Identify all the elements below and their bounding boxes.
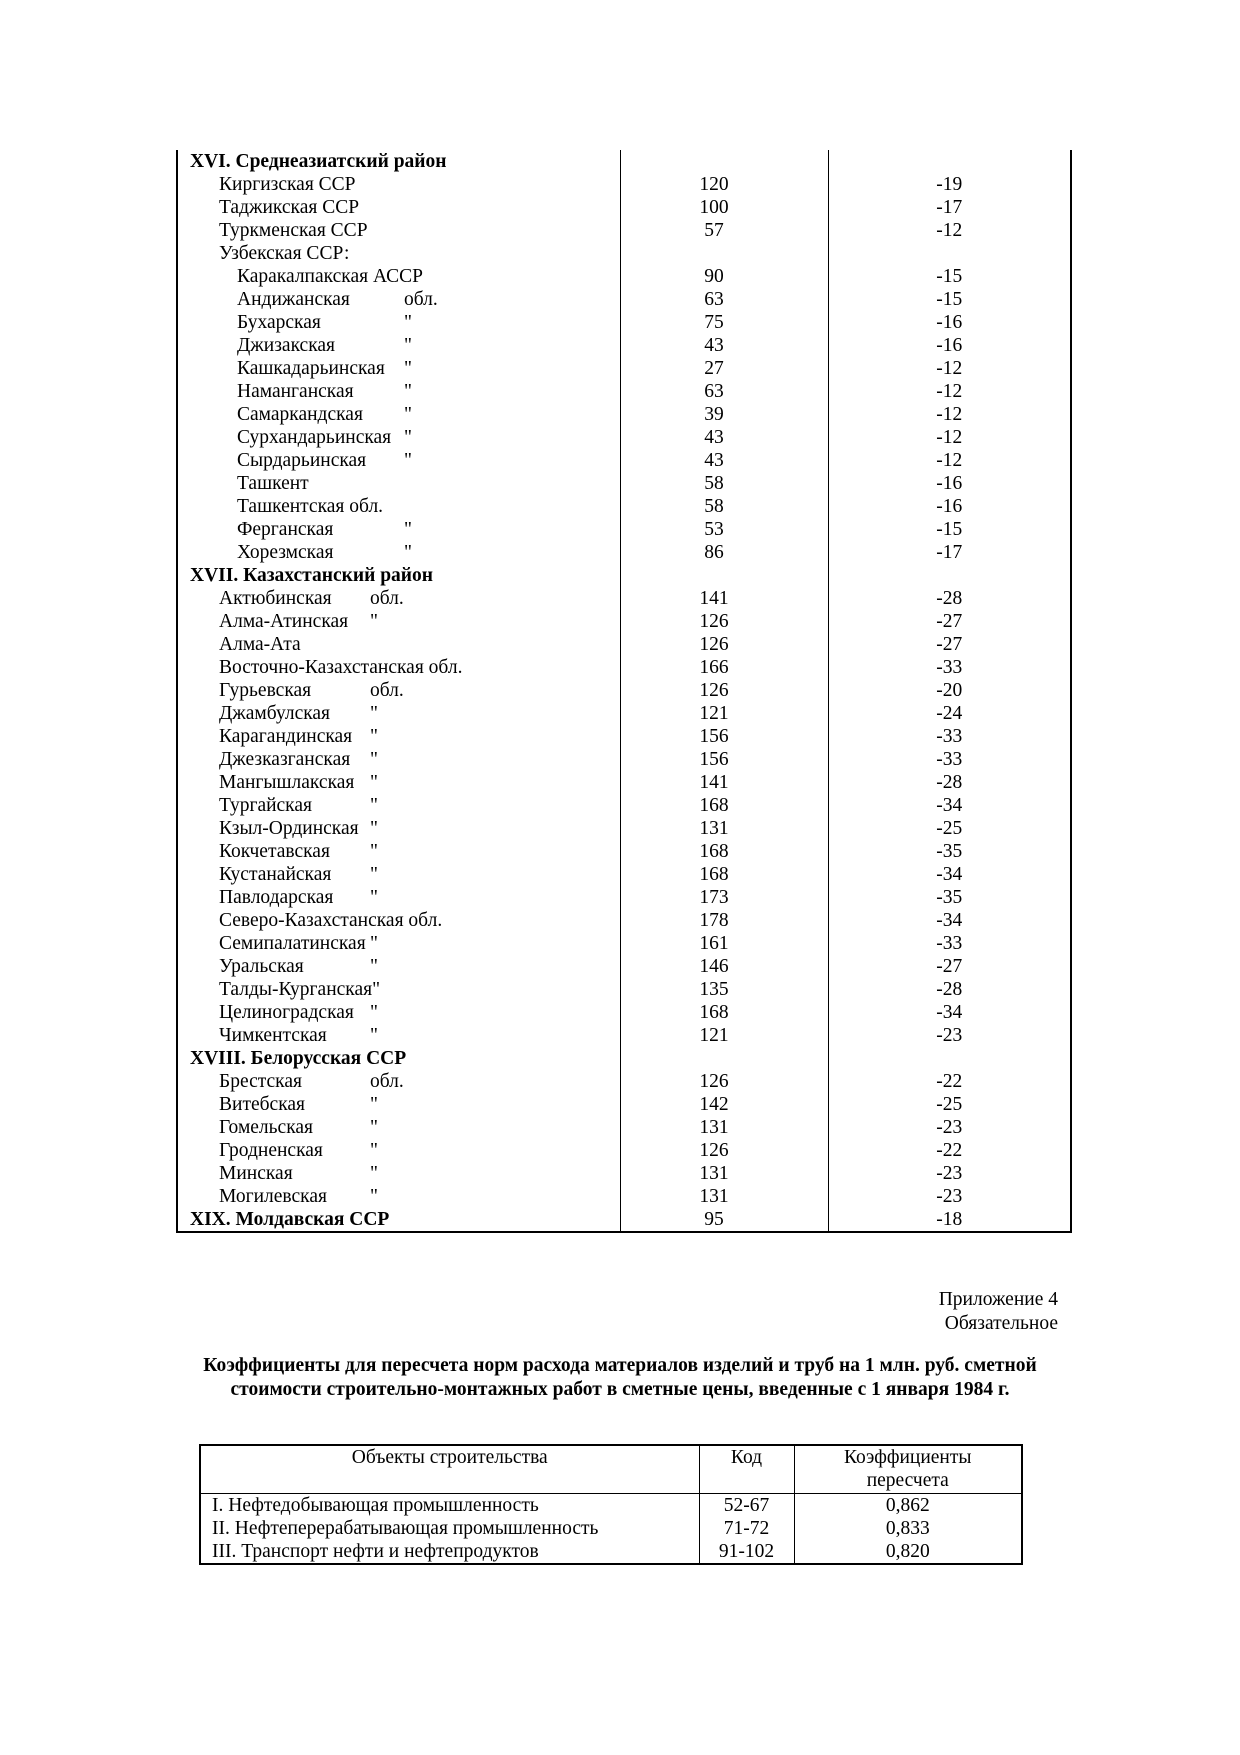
table-row (177, 495, 1071, 518)
change-cell: -19 (828, 173, 1071, 196)
region-suffix: " (404, 381, 412, 402)
table-row (177, 610, 1071, 633)
change-cell: -15 (828, 265, 1071, 288)
value-cell: 57 (620, 219, 828, 242)
table-row (177, 1116, 1071, 1139)
region-name-cell (177, 863, 620, 886)
region-name-cell (177, 978, 620, 1001)
region-name: Витебская (219, 1094, 305, 1115)
regions-table (176, 150, 1072, 1233)
region-name: Андижанская (237, 289, 350, 310)
value-cell: 131 (620, 1185, 828, 1208)
change-cell: -18 (828, 1208, 1071, 1232)
change-cell: -28 (828, 771, 1071, 794)
region-name-cell (177, 748, 620, 771)
region-name-cell (177, 679, 620, 702)
table-row (177, 1070, 1071, 1093)
region-name: Павлодарская (219, 887, 334, 908)
value-cell: 75 (620, 311, 828, 334)
region-heading-row (177, 564, 1071, 587)
change-cell: -34 (828, 909, 1071, 932)
region-suffix: " (370, 1163, 378, 1184)
value-cell: 126 (620, 610, 828, 633)
region-name-cell (177, 1185, 620, 1208)
value-cell: 131 (620, 817, 828, 840)
change-cell: -12 (828, 403, 1071, 426)
region-suffix: " (404, 404, 412, 425)
change-cell: -33 (828, 932, 1071, 955)
region-suffix: " (370, 1140, 378, 1161)
table-row (177, 587, 1071, 610)
region-name: Уральская (219, 956, 304, 977)
table-row (177, 449, 1071, 472)
table-row (200, 1494, 1022, 1518)
value-cell: 168 (620, 840, 828, 863)
region-suffix: " (370, 1025, 378, 1046)
region-suffix: " (404, 335, 412, 356)
region-name-cell (177, 771, 620, 794)
table-row (177, 518, 1071, 541)
region-name-cell (177, 1139, 620, 1162)
region-name-cell (177, 909, 620, 932)
table-row (177, 932, 1071, 955)
table-row (177, 380, 1071, 403)
value-cell: 86 (620, 541, 828, 564)
region-name-cell (177, 656, 620, 679)
region-suffix: " (404, 542, 412, 563)
region-name: Ташкентская обл. (237, 496, 384, 517)
region-name-cell (177, 1093, 620, 1116)
region-name: XVIII. Белорусская ССР (190, 1048, 407, 1069)
region-name: Джизакская (237, 335, 336, 356)
value-cell (620, 150, 828, 173)
region-suffix: " (404, 450, 412, 471)
value-cell: 168 (620, 794, 828, 817)
region-name: Джезказганская (219, 749, 351, 770)
coefficient-cell: 0,833 (885, 1518, 930, 1539)
value-cell: 39 (620, 403, 828, 426)
region-name: Киргизская ССР (219, 174, 356, 195)
change-cell: -27 (828, 610, 1071, 633)
region-suffix: " (370, 1117, 378, 1138)
change-cell: -12 (828, 426, 1071, 449)
value-cell: 131 (620, 1162, 828, 1185)
region-name-cell (177, 242, 620, 265)
value-cell: 168 (620, 1001, 828, 1024)
region-suffix: " (370, 703, 378, 724)
change-cell: -12 (828, 380, 1071, 403)
region-heading-row (177, 1208, 1071, 1232)
region-name: Туркменская ССР (219, 220, 368, 241)
region-name-cell (177, 334, 620, 357)
table-row (177, 1001, 1071, 1024)
region-name: Алма-Атинская (219, 611, 349, 632)
change-cell (828, 564, 1071, 587)
region-name: Целиноградская (219, 1002, 354, 1023)
table-row (177, 955, 1071, 978)
region-name-cell (177, 1162, 620, 1185)
value-cell: 142 (620, 1093, 828, 1116)
appendix-number: Приложение 4 (938, 1289, 1058, 1310)
region-suffix: " (370, 887, 378, 908)
value-cell (620, 242, 828, 265)
region-name-cell (177, 288, 620, 311)
value-cell (620, 1047, 828, 1070)
region-name: Самаркандская (237, 404, 363, 425)
value-cell: 126 (620, 633, 828, 656)
value-cell: 161 (620, 932, 828, 955)
region-suffix: " (370, 864, 378, 885)
region-name-cell (177, 817, 620, 840)
region-name: Кустанайская (219, 864, 332, 885)
region-suffix: " (372, 979, 381, 1000)
code-cell: 91-102 (699, 1540, 794, 1564)
value-cell: 58 (620, 495, 828, 518)
region-heading-row (177, 150, 1071, 173)
region-name-cell (177, 794, 620, 817)
region-name: Ташкент (237, 473, 309, 494)
change-cell: -15 (828, 288, 1071, 311)
change-cell: -20 (828, 679, 1071, 702)
region-name-cell (177, 495, 620, 518)
table-row (177, 1162, 1071, 1185)
region-name-cell (177, 1070, 620, 1093)
value-cell: 100 (620, 196, 828, 219)
region-name-cell (177, 633, 620, 656)
header-code: Код (699, 1445, 794, 1494)
region-suffix: обл. (370, 588, 404, 609)
value-cell: 63 (620, 380, 828, 403)
region-name-cell (177, 219, 620, 242)
region-suffix: " (370, 1186, 378, 1207)
value-cell: 126 (620, 1139, 828, 1162)
region-suffix: " (370, 1094, 378, 1115)
region-name-cell (177, 426, 620, 449)
region-name: Наманганская (237, 381, 354, 402)
region-suffix: " (370, 818, 378, 839)
table-row (177, 748, 1071, 771)
regions-table-body (177, 150, 1071, 1232)
region-name: Кашкадарьинская (237, 358, 385, 379)
region-name-cell (177, 955, 620, 978)
region-name: Северо-Казахстанская обл. (219, 910, 443, 931)
region-name-cell (177, 702, 620, 725)
table-row (177, 656, 1071, 679)
region-suffix: " (370, 956, 378, 977)
region-name: Могилевская (219, 1186, 327, 1207)
region-name-cell (177, 610, 620, 633)
coefficient-cell: 0,820 (885, 1541, 930, 1562)
value-cell: 135 (620, 978, 828, 1001)
region-name: Чимкентская (219, 1025, 327, 1046)
change-cell: -16 (828, 311, 1071, 334)
change-cell: -15 (828, 518, 1071, 541)
table-row (177, 219, 1071, 242)
change-cell: -27 (828, 633, 1071, 656)
region-suffix: " (370, 1002, 378, 1023)
appendix-header (939, 1288, 1058, 1336)
change-cell: -23 (828, 1185, 1071, 1208)
object-cell: I. Нефтедобывающая промышленность (200, 1494, 699, 1518)
region-name: XVI. Среднеазиатский район (190, 151, 447, 172)
value-cell: 173 (620, 886, 828, 909)
region-name: Ферганская (237, 519, 334, 540)
change-cell: -23 (828, 1116, 1071, 1139)
appendix-status: Обязательное (944, 1313, 1058, 1334)
region-suffix: " (370, 933, 378, 954)
region-name-cell (177, 1116, 620, 1139)
region-name-cell (177, 472, 620, 495)
region-name-cell (177, 1024, 620, 1047)
change-cell (828, 242, 1071, 265)
region-name: Брестская (219, 1071, 302, 1092)
region-name-cell (177, 150, 620, 173)
region-suffix: " (404, 427, 412, 448)
region-suffix: обл. (404, 289, 438, 310)
table-row (177, 1185, 1071, 1208)
table-row (177, 265, 1071, 288)
value-cell: 166 (620, 656, 828, 679)
region-name-cell (177, 541, 620, 564)
change-cell: -16 (828, 495, 1071, 518)
region-name-cell (177, 403, 620, 426)
region-suffix: обл. (370, 680, 404, 701)
change-cell: -25 (828, 1093, 1071, 1116)
change-cell: -27 (828, 955, 1071, 978)
change-cell: -33 (828, 656, 1071, 679)
region-name: Хорезмская (237, 542, 334, 563)
region-name: Гурьевская (219, 680, 312, 701)
region-name-cell (177, 196, 620, 219)
table-row (177, 541, 1071, 564)
coefficient-cell: 0,862 (885, 1495, 930, 1516)
table-row (177, 334, 1071, 357)
object-cell: II. Нефтеперерабатывающая промышленность (200, 1517, 699, 1540)
change-cell: -16 (828, 472, 1071, 495)
table-row (177, 909, 1071, 932)
value-cell: 146 (620, 955, 828, 978)
region-name: Сурхандарьинская (237, 427, 392, 448)
region-name: Мангышлакская (219, 772, 355, 793)
region-suffix: обл. (370, 1071, 404, 1092)
region-name: Тургайская (219, 795, 312, 816)
region-name: Семипалатинская (219, 933, 366, 954)
region-name-cell (177, 380, 620, 403)
table-row (177, 311, 1071, 334)
table-row (177, 725, 1071, 748)
region-name: Гродненская (219, 1140, 323, 1161)
change-cell: -28 (828, 978, 1071, 1001)
region-name-cell (177, 932, 620, 955)
value-cell: 131 (620, 1116, 828, 1139)
change-cell (828, 1047, 1071, 1070)
value-cell: 43 (620, 334, 828, 357)
value-cell: 178 (620, 909, 828, 932)
change-cell: -35 (828, 840, 1071, 863)
header-coefficient-line2: пересчета (866, 1470, 949, 1491)
table-row (177, 242, 1071, 265)
table-row (177, 403, 1071, 426)
value-cell: 156 (620, 725, 828, 748)
header-objects: Объекты строительства (200, 1445, 699, 1494)
region-name: XVII. Казахстанский район (190, 565, 434, 586)
value-cell: 43 (620, 449, 828, 472)
value-cell: 53 (620, 518, 828, 541)
change-cell: -25 (828, 817, 1071, 840)
region-name: Карагандинская (219, 726, 353, 747)
region-suffix: " (404, 312, 412, 333)
region-name: Сырдарьинская (237, 450, 367, 471)
region-name: Талды-Курганская (219, 979, 373, 1000)
region-suffix: " (370, 841, 378, 862)
change-cell: -12 (828, 357, 1071, 380)
value-cell: 126 (620, 1070, 828, 1093)
region-name: Каракалпакская АССР (237, 266, 423, 287)
value-cell: 120 (620, 173, 828, 196)
table-row (177, 702, 1071, 725)
change-cell: -33 (828, 725, 1071, 748)
change-cell: -34 (828, 794, 1071, 817)
table-row (177, 863, 1071, 886)
table-row (177, 173, 1071, 196)
value-cell: 121 (620, 1024, 828, 1047)
region-name-cell (177, 725, 620, 748)
region-name: Бухарская (237, 312, 321, 333)
region-name: Джамбулская (219, 703, 331, 724)
value-cell: 58 (620, 472, 828, 495)
code-cell: 52-67 (699, 1494, 794, 1518)
change-cell: -23 (828, 1024, 1071, 1047)
region-name-cell (177, 1208, 620, 1232)
change-cell: -23 (828, 1162, 1071, 1185)
region-suffix: " (370, 795, 378, 816)
region-name-cell (177, 518, 620, 541)
change-cell: -34 (828, 1001, 1071, 1024)
value-cell: 156 (620, 748, 828, 771)
table-row (177, 1139, 1071, 1162)
change-cell: -17 (828, 196, 1071, 219)
table-row (177, 472, 1071, 495)
table-row (177, 840, 1071, 863)
value-cell: 43 (620, 426, 828, 449)
region-suffix: " (370, 726, 378, 747)
region-name: Таджикская ССР (219, 197, 360, 218)
region-name: Узбекская ССР: (219, 243, 350, 264)
value-cell: 141 (620, 771, 828, 794)
region-suffix: " (404, 358, 412, 379)
value-cell: 95 (620, 1208, 828, 1232)
region-name-cell (177, 840, 620, 863)
table-row (177, 679, 1071, 702)
region-name: Восточно-Казахстанская обл. (219, 657, 463, 678)
change-cell: -22 (828, 1070, 1071, 1093)
change-cell: -34 (828, 863, 1071, 886)
region-suffix: " (370, 611, 378, 632)
change-cell: -35 (828, 886, 1071, 909)
region-name: Минская (219, 1163, 293, 1184)
table-row (177, 1024, 1071, 1047)
table-row (177, 978, 1071, 1001)
table-row (177, 288, 1071, 311)
value-cell: 126 (620, 679, 828, 702)
change-cell: -12 (828, 219, 1071, 242)
table-row (177, 633, 1071, 656)
region-name-cell (177, 587, 620, 610)
region-name: Актюбинская (219, 588, 332, 609)
region-suffix: " (404, 519, 412, 540)
region-suffix: " (370, 749, 378, 770)
region-name: XIX. Молдавская ССР (190, 1209, 390, 1230)
table-row (200, 1517, 1022, 1540)
region-name-cell (177, 449, 620, 472)
header-coefficient (794, 1445, 1022, 1494)
table-row (177, 794, 1071, 817)
region-name-cell (177, 564, 620, 587)
region-name-cell (177, 311, 620, 334)
change-cell: -12 (828, 449, 1071, 472)
change-cell (828, 150, 1071, 173)
table-row (177, 771, 1071, 794)
value-cell: 63 (620, 288, 828, 311)
region-name-cell (177, 1047, 620, 1070)
coefficients-header-row (200, 1445, 1022, 1494)
table-row (177, 426, 1071, 449)
value-cell: 121 (620, 702, 828, 725)
change-cell: -24 (828, 702, 1071, 725)
region-suffix: " (370, 772, 378, 793)
object-cell: III. Транспорт нефти и нефтепродуктов (200, 1540, 699, 1564)
table-row (177, 196, 1071, 219)
code-cell: 71-72 (699, 1517, 794, 1540)
region-name: Алма-Ата (219, 634, 301, 655)
region-name-cell (177, 265, 620, 288)
region-heading-row (177, 1047, 1071, 1070)
region-name: Кзыл-Ординская (219, 818, 359, 839)
value-cell: 90 (620, 265, 828, 288)
table-row (177, 817, 1071, 840)
header-coefficient-line1: Коэффициенты (844, 1447, 972, 1468)
value-cell: 141 (620, 587, 828, 610)
value-cell (620, 564, 828, 587)
table-row (177, 886, 1071, 909)
table-row (177, 357, 1071, 380)
region-name: Кокчетавская (219, 841, 330, 862)
region-name-cell (177, 357, 620, 380)
change-cell: -22 (828, 1139, 1071, 1162)
region-name-cell (177, 886, 620, 909)
change-cell: -33 (828, 748, 1071, 771)
region-name-cell (177, 1001, 620, 1024)
region-name-cell (177, 173, 620, 196)
coefficients-table (199, 1444, 1023, 1565)
table-row (177, 1093, 1071, 1116)
value-cell: 168 (620, 863, 828, 886)
value-cell: 27 (620, 357, 828, 380)
document-title: Коэффициенты для пересчета норм расхода материалов изделий и труб на 1 млн. руб. сметной стоимости строительно-монтажных работ в сметные цены, введенные с 1 января 1984 г. (203, 1355, 1037, 1400)
region-name: Гомельская (219, 1117, 314, 1138)
change-cell: -28 (828, 587, 1071, 610)
table-row (200, 1540, 1022, 1564)
change-cell: -16 (828, 334, 1071, 357)
change-cell: -17 (828, 541, 1071, 564)
